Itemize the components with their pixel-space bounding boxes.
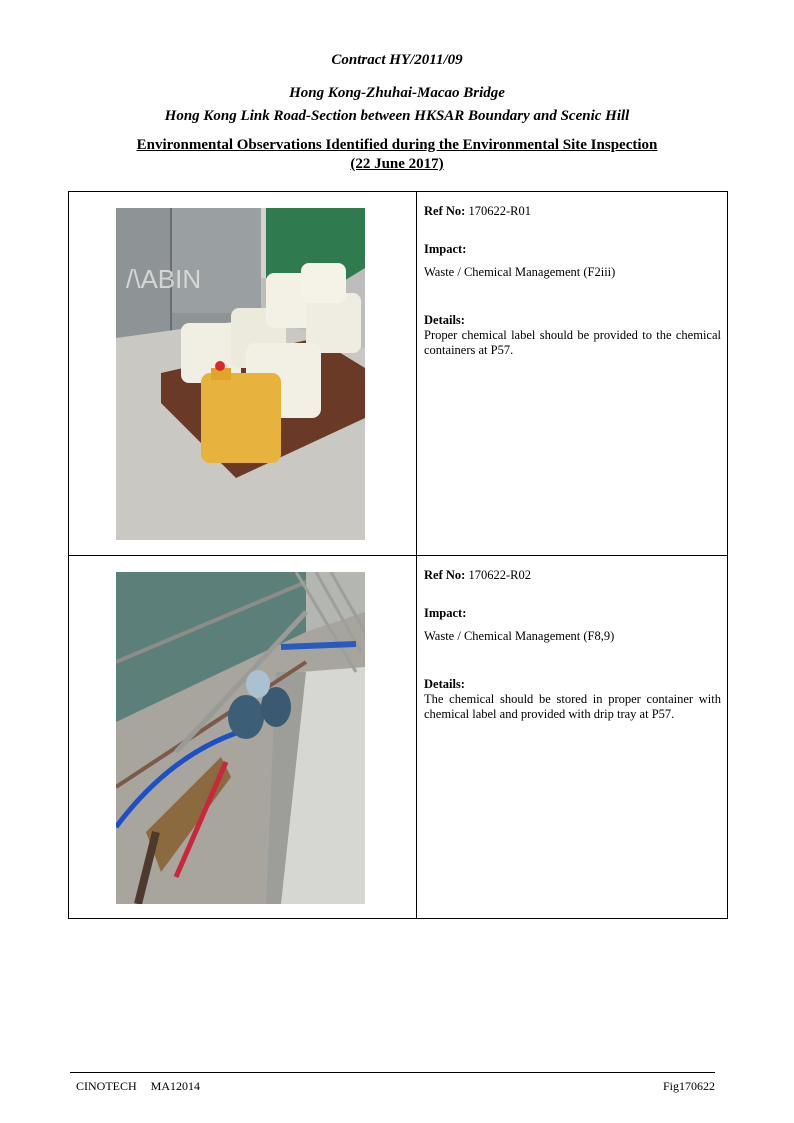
impact-value: Waste / Chemical Management (F8,9) [424,629,615,643]
details-value: Proper chemical label should be provided to the chemical containers at P57. [424,328,721,357]
ref-no-value: 170622-R01 [468,204,531,218]
observation-row [69,556,727,918]
project-name: Hong Kong-Zhuhai-Macao Bridge [289,85,505,101]
footer-divider [70,1072,715,1073]
observation-row [69,192,727,556]
details-label: Details: [424,677,465,691]
site-photo-chemical-containers [116,208,365,540]
photo-cell [69,556,417,918]
ref-no-label: Ref No: [424,568,466,582]
footer-doc-number: MA12014 [150,1079,201,1093]
page-title: Environmental Observations Identified during the Environmental Site Inspection [136,137,658,153]
impact-label: Impact: [424,242,467,256]
details-cell [417,192,727,555]
ref-no-label: Ref No: [424,204,466,218]
details-value: The chemical should be stored in proper container with chemical label and provided with drip tray at P57. [424,692,721,721]
observations-table [68,191,728,919]
details-label: Details: [424,313,465,327]
contract-number: Contract HY/2011/09 [331,52,463,68]
page-title-date: (22 June 2017) [350,156,444,172]
ref-number-line [424,568,721,583]
svg-text:/\ABIN: /\ABIN [126,264,202,294]
footer-company: CINOTECH [76,1079,137,1093]
project-section: Hong Kong Link Road-Section between HKSAR Boundary and Scenic Hill [164,108,630,124]
impact-label: Impact: [424,606,467,620]
impact-value: Waste / Chemical Management (F2iii) [424,265,616,279]
ref-number-line [424,204,721,219]
details-cell [417,556,727,918]
site-photo-bridge-deck [116,572,365,904]
footer-figure-number: Fig170622 [662,1079,715,1093]
ref-no-value: 170622-R02 [468,568,531,582]
footer-left [76,1079,200,1094]
photo-cell [69,192,417,555]
